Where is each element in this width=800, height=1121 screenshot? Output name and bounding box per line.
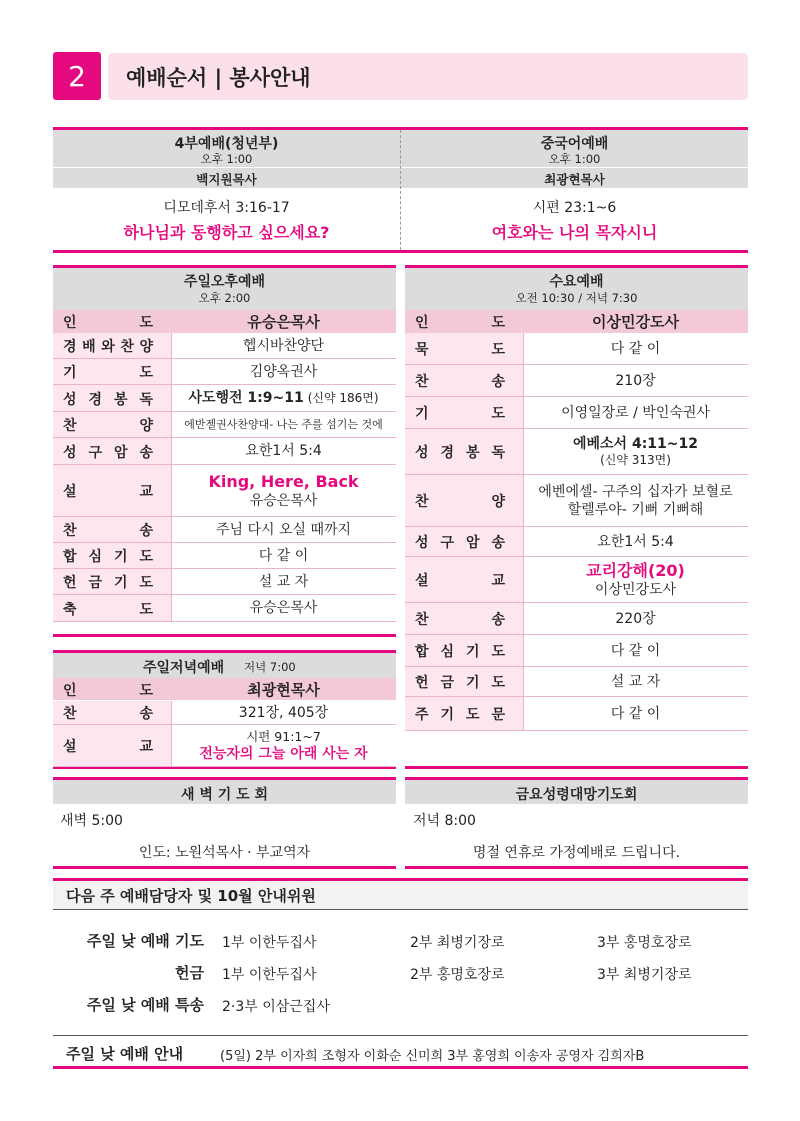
afternoon-row-text: 유승은목사: [249, 600, 318, 617]
evening-row-label: 설 교: [63, 739, 153, 755]
wednesday-row-value: [523, 635, 748, 667]
wednesday-row-text: 210장: [615, 372, 656, 389]
afternoon-row-label: 설 교: [63, 484, 153, 500]
next-week-guide-text: (5일) 2부 이자희 조형자 이화순 신미희 3부 홍영희 이송자 공영자 김희자B: [220, 1049, 645, 1064]
afternoon-row-label: 경 배 와 찬 양: [63, 339, 153, 355]
next-week-assignee: 2·3부 이삼근집사: [222, 999, 330, 1015]
wednesday-row-value: [523, 527, 748, 557]
wednesday-row-value: [523, 603, 748, 635]
service-4-scripture: 디모데후서 3:16-17: [163, 200, 290, 216]
evening-title: 주일저녁예배: [143, 660, 225, 676]
wednesday-title: 수요예배: [549, 274, 604, 290]
afternoon-row-value: [171, 412, 396, 438]
evening-row-text: 시편 91:1~7: [246, 728, 321, 744]
wednesday-row-text: 이영일장로 / 박인숙권사: [561, 404, 710, 421]
wednesday-row-label: 기 도: [415, 406, 505, 422]
dawn-prayer-title: 새 벽 기 도 회: [180, 787, 269, 803]
wednesday-row-text: 다 같 이: [610, 705, 661, 722]
wednesday-row-value: [523, 429, 748, 475]
afternoon-row-label: 성 구 암 송: [63, 444, 153, 461]
wednesday-row-text: 설 교 자: [610, 673, 661, 690]
afternoon-row-label: 기 도: [63, 365, 153, 381]
service-4-time: 오후 1:00: [200, 152, 253, 166]
evening-leader-label: 인 도: [63, 682, 153, 699]
next-week-role-label: 주일 낮 예배 특송: [86, 996, 204, 1014]
friday-prayer-time: 저녁 8:00: [413, 813, 476, 829]
next-week-title: 다음 주 예배담당자 및 10월 안내위원: [66, 887, 316, 905]
wednesday-row-text: 다 같 이: [610, 642, 661, 659]
afternoon-row-value: [171, 517, 396, 543]
next-week-guide-label: 주일 낮 예배 안내: [66, 1045, 184, 1063]
afternoon-row-value: [171, 543, 396, 569]
wednesday-row-value: [523, 475, 748, 527]
afternoon-row-value: [171, 359, 396, 385]
service-4-sermon: 하나님과 동행하고 싶으세요?: [123, 223, 330, 242]
evening-row-value: [171, 701, 396, 725]
afternoon-row-text: 에반젤권사찬양대- 나는 주를 섬기는 것에: [184, 417, 383, 431]
wednesday-row-text-2: (신약 313면): [600, 453, 671, 468]
afternoon-row-label: 성 경 봉 독: [63, 391, 153, 408]
afternoon-time: 오후 2:00: [198, 291, 251, 305]
afternoon-row-text: 헵시바찬양단: [242, 337, 325, 354]
afternoon-row-value: [171, 333, 396, 359]
friday-prayer-title: 금요성령대망기도회: [515, 787, 638, 803]
next-week-assignee: 3부 최병기장로: [597, 967, 692, 983]
wednesday-leader-label: 인 도: [415, 314, 505, 331]
section-number-badge: 2: [53, 52, 101, 100]
wednesday-row-text: 요한1서 5:4: [597, 533, 674, 550]
service-4-pastor: 백지원목사: [196, 172, 257, 187]
afternoon-row-label: 축 도: [63, 601, 153, 618]
wednesday-row-text-2: 할렐루야- 기뻐 기뻐해: [567, 502, 704, 518]
afternoon-row-value: [171, 569, 396, 595]
chinese-service-pastor: 최광현목사: [544, 172, 605, 187]
wednesday-row-text: 교리강해(20): [586, 560, 685, 580]
afternoon-row-text: 설 교 자: [258, 573, 309, 590]
afternoon-row-value: [171, 385, 396, 412]
wednesday-row-value: [523, 333, 748, 365]
chinese-service-time: 오후 1:00: [548, 152, 601, 166]
afternoon-row-text-2: 유승은목사: [249, 493, 318, 510]
afternoon-row-text: 요한1서 5:4: [245, 443, 322, 460]
afternoon-row-value: [171, 595, 396, 622]
top-box-bottom-rule: [53, 250, 748, 253]
afternoon-row-text: 다 같 이: [258, 547, 309, 564]
wednesday-row-text-2: 이상민강도사: [594, 582, 677, 599]
afternoon-row-text: King, Here, Back: [208, 471, 359, 491]
afternoon-row-label: 합 심 기 도: [63, 549, 153, 565]
wednesday-row-label: 헌 금 기 도: [415, 675, 505, 691]
section-title: 예배순서 | 봉사안내: [126, 66, 311, 90]
wednesday-row-value: [523, 365, 748, 397]
wednesday-row-text: 에베소서 4:11~12: [572, 436, 698, 453]
wednesday-row-value: [523, 557, 748, 603]
evening-row-text-2: 전능자의 그늘 아래 사는 자: [199, 746, 368, 763]
wednesday-time: 오전 10:30 / 저녁 7:30: [515, 291, 638, 305]
wednesday-row-label: 찬 양: [415, 494, 505, 510]
wednesday-leader: 이상민강도사: [592, 313, 679, 331]
dawn-prayer-leader: 인도: 노원석목사 · 부교역자: [138, 845, 311, 861]
next-week-assignee: 2부 홍명호장로: [410, 967, 505, 983]
wednesday-row-value: [523, 397, 748, 429]
wednesday-row-label: 찬 송: [415, 374, 505, 390]
evening-row-value: [171, 725, 396, 767]
afternoon-leader-label: 인 도: [63, 314, 153, 331]
chinese-service-scripture: 시편 23:1~6: [532, 200, 617, 216]
wednesday-row-label: 합 심 기 도: [415, 644, 505, 660]
wednesday-row-value: [523, 667, 748, 697]
next-week-role-label: 주일 낮 예배 기도: [86, 932, 204, 950]
evening-row-text: 321장, 405장: [238, 704, 329, 721]
evening-header-bg: [53, 653, 396, 678]
wednesday-row-label: 찬 송: [415, 612, 505, 628]
afternoon-row-text: 김양옥권사: [249, 363, 318, 380]
evening-time: 저녁 7:00: [244, 660, 296, 674]
dawn-prayer-time: 새벽 5:00: [60, 813, 123, 829]
evening-row-label: 찬 송: [63, 706, 153, 722]
afternoon-row-value: [171, 438, 396, 465]
service-4-title: 4부예배(청년부): [174, 136, 279, 152]
afternoon-leader: 유승은목사: [247, 313, 320, 331]
chinese-service-sermon: 여호와는 나의 목자시니: [491, 223, 658, 242]
wednesday-row-text: 에벤에셀- 구주의 십자가 보혈로: [538, 483, 733, 500]
wednesday-row-text: 다 같 이: [610, 340, 661, 357]
wednesday-row-label: 성 구 암 송: [415, 535, 505, 551]
afternoon-row-label: 헌 금 기 도: [63, 575, 153, 591]
wednesday-row-value: [523, 697, 748, 731]
next-week-assignee: 1부 이한두집사: [222, 935, 317, 951]
next-week-assignee: 3부 홍명호장로: [597, 935, 692, 951]
next-week-assignee: 2부 최병기장로: [410, 935, 505, 951]
afternoon-row-value: [171, 465, 396, 517]
wednesday-row-text: 220장: [615, 610, 656, 627]
next-week-assignee: 1부 이한두집사: [222, 967, 317, 983]
friday-prayer-note: 명절 연휴로 가정예배로 드립니다.: [472, 845, 681, 861]
afternoon-title: 주일오후예배: [183, 274, 266, 290]
wednesday-row-label: 주 기 도 문: [415, 707, 505, 723]
wednesday-row-label: 성 경 봉 독: [415, 445, 505, 461]
afternoon-row-label: 찬 송: [63, 523, 153, 539]
next-week-role-label: 헌금: [175, 964, 204, 982]
wednesday-row-label: 묵 도: [415, 342, 505, 358]
afternoon-row-note: (신약 186면): [307, 390, 379, 405]
afternoon-row-label: 찬 양: [63, 418, 153, 434]
chinese-service-title: 중국어예배: [540, 136, 609, 152]
afternoon-row-text: 사도행전 1:9~11: [188, 390, 304, 407]
evening-leader: 최광현목사: [247, 681, 320, 699]
wednesday-row-label: 설 교: [415, 573, 505, 589]
afternoon-row-text: 주님 다시 오실 때까지: [215, 521, 352, 538]
